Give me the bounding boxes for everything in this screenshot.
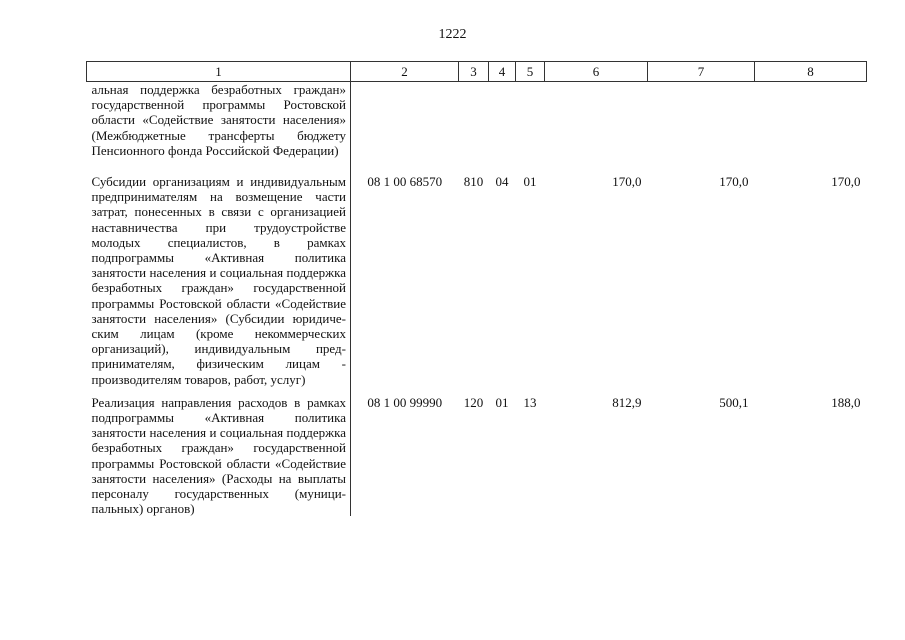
- row-vr: 120: [463, 394, 484, 410]
- page-number: 1222: [438, 27, 467, 42]
- row-rz: 01: [495, 394, 509, 410]
- column-header-3: 3: [459, 62, 489, 82]
- row-rz: [489, 82, 516, 167]
- table-row: [87, 82, 867, 167]
- column-header-4: 4: [489, 62, 516, 82]
- column-header-1: 1: [87, 62, 351, 82]
- table-row: [87, 395, 867, 517]
- row-code: [351, 82, 459, 167]
- row-name: Субсидии организациям и индивидуальным предпринимателям на возмещение части затрат, понесенных в связи с организацией наставничества при трудоустройстве молодых специалистов, в рамках подпрограммы «Активная политика занятости населения и социальная поддержка безработных граждан» государственной программы Ростовской области «Содействие занятости населения» (Субсидии юридическим лицам (кроме некоммерческих организаций), индивидуальным предпринимателям, физическим лицам - производителям товаров, работ, услуг): [87, 166, 351, 395]
- row-value-3: 188,0: [831, 394, 861, 410]
- column-header-2: 2: [351, 62, 459, 82]
- column-header-5: 5: [516, 62, 545, 82]
- row-value-2: [648, 82, 755, 167]
- row-rz: 04: [495, 174, 509, 190]
- row-value-3: [755, 82, 867, 167]
- row-value-2: 500,1: [719, 394, 749, 410]
- column-header-6: 6: [545, 62, 648, 82]
- row-value-1: 812,9: [612, 394, 642, 410]
- row-value-2: 170,0: [719, 174, 749, 190]
- row-vr: [459, 82, 489, 167]
- header-row: [87, 62, 867, 82]
- row-name: Реализация направления расходов в рамках подпрограммы «Активная политика занятости населения и социальная поддержка безработных граждан» государственной программы Ростовской области «Содействие занятости населения» (Расходы на выплаты персоналу государственных (муниципальных) органов): [87, 395, 351, 517]
- row-value-1: 170,0: [612, 174, 642, 190]
- row-pr: [516, 82, 545, 167]
- table-row: [87, 166, 867, 395]
- row-value-1: [545, 82, 648, 167]
- column-header-7: 7: [648, 62, 755, 82]
- budget-table: [86, 61, 867, 516]
- row-pr: 13: [523, 394, 537, 410]
- row-vr: 810: [463, 174, 484, 190]
- row-name: альная поддержка безработных граждан» государственной программы Ростовской области «Содействие занятости населения» (Межбюджетные трансферты бюджету Пенсионного фонда Российской Федерации): [87, 82, 351, 167]
- row-value-3: 170,0: [831, 174, 861, 190]
- row-pr: 01: [523, 174, 537, 190]
- row-code: 08 1 00 68570: [367, 174, 443, 190]
- row-code: 08 1 00 99990: [367, 394, 443, 410]
- column-header-8: 8: [755, 62, 867, 82]
